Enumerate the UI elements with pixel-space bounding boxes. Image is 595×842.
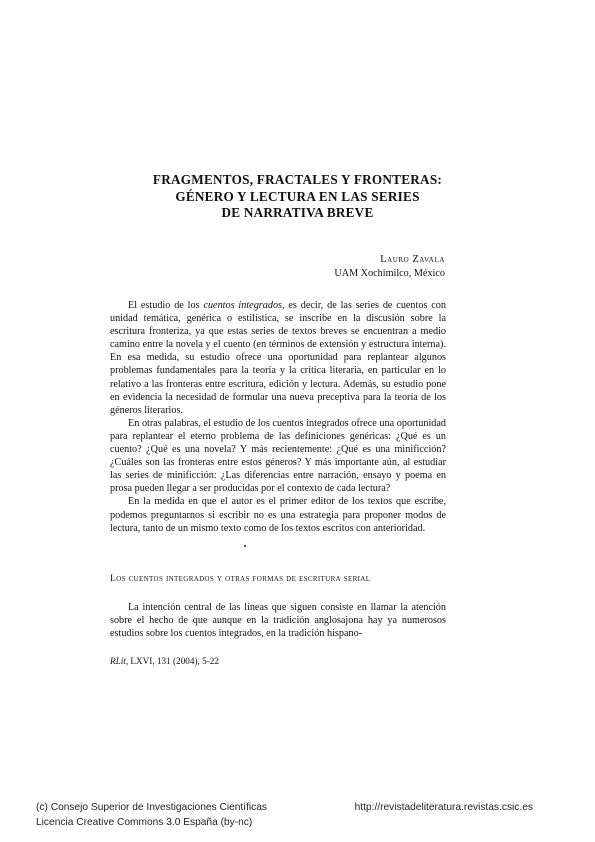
article-title — [110, 172, 485, 222]
author-name: Lauro Zavala — [380, 254, 445, 265]
separator-dot — [244, 545, 246, 547]
intro-paragraph-2: En otras palabras, el estudio de los cuentos integrados ofrece una oportunidad para replantear el eterno problema de las definiciones genéricas: ¿Qué es un cuento? ¿Qué es una novela? Y más recientemente: ¿Qué es una minificción? ¿Cuáles son las fronteras entre estos géneros? Y más importante aún, al estudiar las series de minificción: ¿Las diferencias entre narración, ensayo y poema en prosa pueden llegar a ser producidas por el contexto de cada lectura? — [110, 417, 446, 495]
author-affiliation: UAM Xochimilco, México — [334, 268, 445, 279]
footer-license-text: Licencia Creative Commons 3.0 España (by-nc) — [36, 817, 253, 828]
footer-copyright: (c) Consejo Superior de Investigaciones Científicas — [36, 802, 268, 813]
intro-paragraph-1-rest: , es decir, de las series de cuentos con unidad temática, genérica o estilística, se inscribe en la discusión sobre la escritura fronteriza, ya que estas series de textos breves se encuentran a medio camino entre la novela y el cuento (en términos de extensión y estructura interna). En esa medida, su estudio ofrece una oportunidad para replantear algunos problemas fundamentales para la teoría y la crítica literaria, en particular en lo relativo a las fronteras entre escritura, edición y lectura. Además, su estudio pone en evidencia la necesidad de formular una nueva preceptiva para la teoría de los géneros literarios. — [110, 300, 446, 416]
journal-citation — [110, 655, 219, 667]
section-heading: Los cuentos integrados y otras formas de escritura serial — [110, 573, 371, 584]
citation-details: , LXVI, 131 (2004), 5-22 — [125, 656, 219, 666]
title-line-3: DE NARRATIVA BREVE — [221, 205, 374, 220]
title-line-2: GÉNERO Y LECTURA EN LAS SERIES — [175, 188, 420, 204]
title-line-1: FRAGMENTOS, FRACTALES Y FRONTERAS: — [152, 172, 443, 187]
footer-license — [36, 800, 267, 830]
intro-paragraph-3: En la medida en que el autor es el primer editor de los textos que escribe, podemos preguntarnos si escribir no es una estrategia para proponer modos de lectura, tanto de un mismo texto como de los textos escritos con anterioridad. — [110, 496, 446, 534]
journal-name: RLit — [110, 656, 126, 666]
section-text — [110, 601, 446, 640]
intro-text — [110, 299, 446, 535]
author-block — [334, 253, 445, 281]
section-paragraph-1: La intención central de las líneas que siguen consiste en llamar la atención sobre el hecho de que aunque en la tradición anglosajona hay ya numerosos estudios sobre los cuentos integrados, en la tradición hispano- — [110, 602, 446, 640]
intro-paragraph-1 — [110, 299, 446, 417]
intro-paragraph-1-italic: cuentos integrados — [203, 300, 282, 311]
intro-paragraph-1-start: El estudio de los — [128, 300, 204, 311]
footer-url[interactable]: http://revistadeliteratura.revistas.csic.es — [354, 802, 533, 813]
